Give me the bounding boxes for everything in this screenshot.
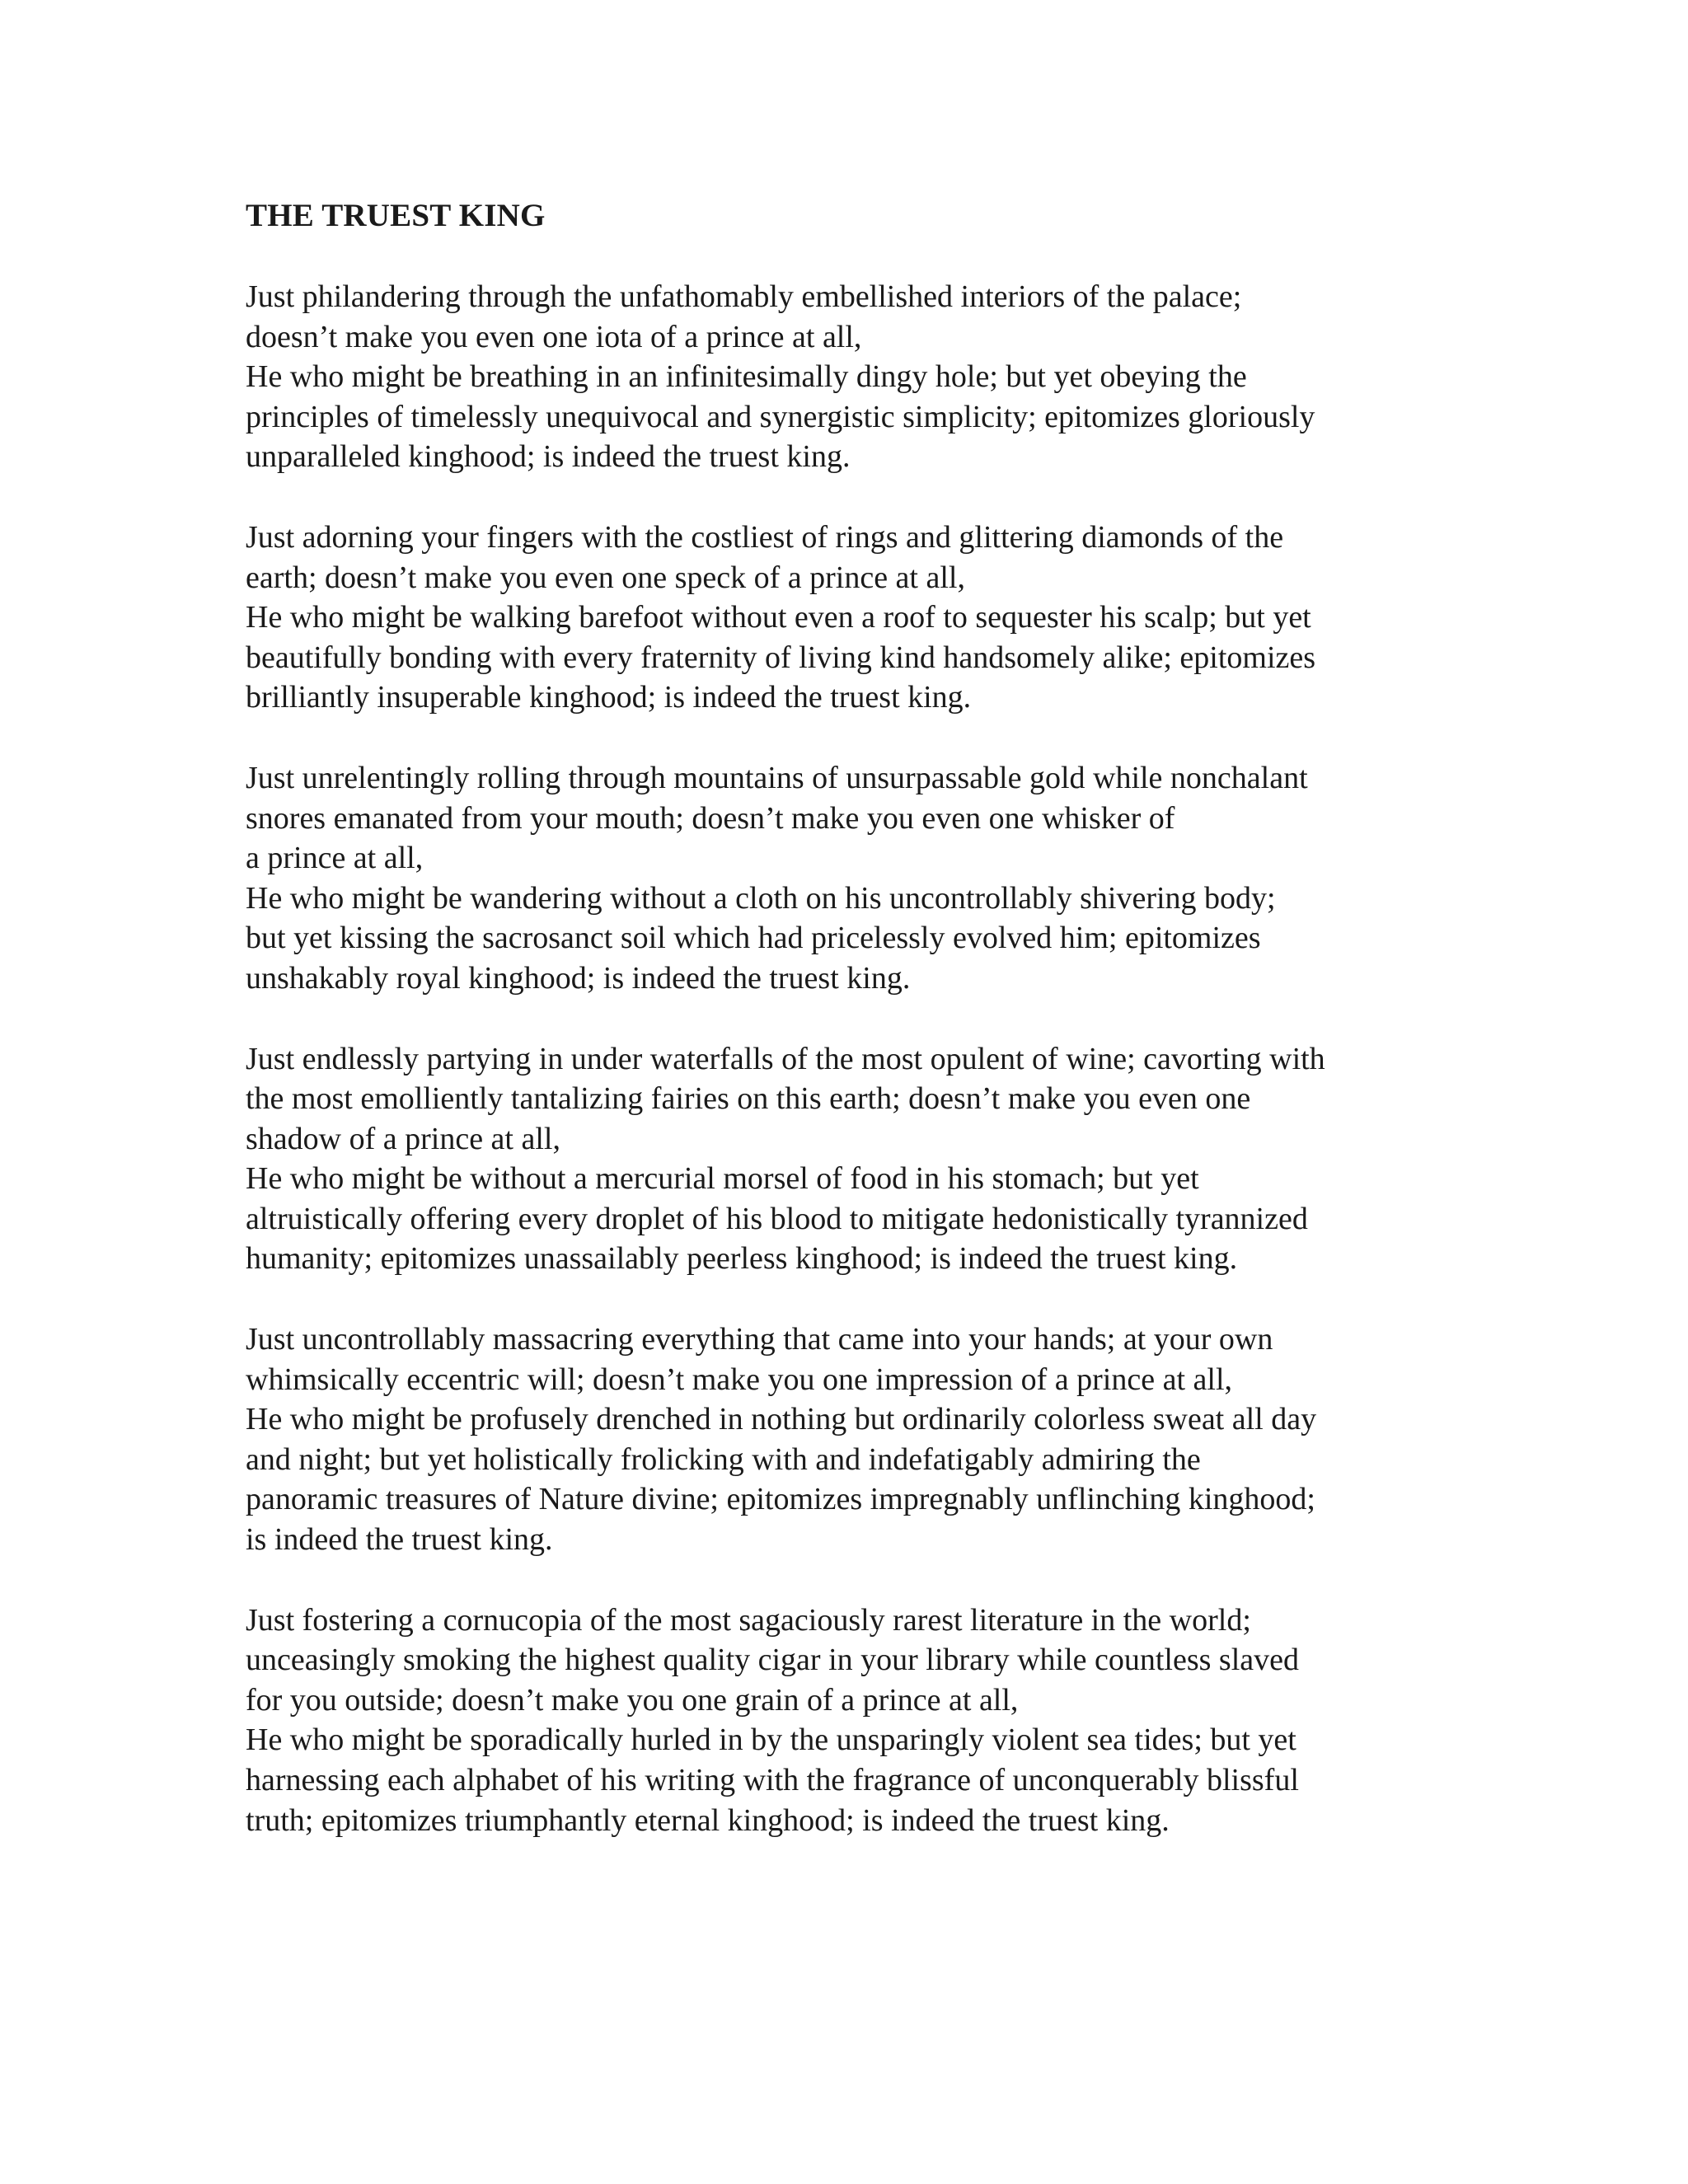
poem-title: THE TRUEST KING xyxy=(246,198,546,233)
poem-line: panoramic treasures of Nature divine; epitomizes impregnably unflinching kinghood; xyxy=(246,1482,1315,1517)
poem-line: whimsically eccentric will; doesn’t make you one impression of a prince at all, xyxy=(246,1361,1232,1397)
stanza-4 xyxy=(246,1039,1465,1280)
poem-line: altruistically offering every droplet of his blood to mitigate hedonistically tyrannized xyxy=(246,1201,1308,1236)
poem-line: He who might be sporadically hurled in by the unsparingly violent sea tides; but yet xyxy=(246,1722,1296,1758)
stanza-3 xyxy=(246,758,1465,999)
stanza-1 xyxy=(246,277,1465,477)
poem-line: He who might be wandering without a cloth on his uncontrollably shivering body; xyxy=(246,880,1276,916)
poem-line: humanity; epitomizes unassailably peerless kinghood; is indeed the truest king. xyxy=(246,1241,1238,1277)
poem-line: a prince at all, xyxy=(246,841,424,876)
poem-line: earth; doesn’t make you even one speck of a prince at all, xyxy=(246,560,965,595)
poem-line: Just endlessly partying in under waterfalls of the most opulent of wine; cavorting with xyxy=(246,1041,1325,1076)
poem-line: Just unrelentingly rolling through mountains of unsurpassable gold while nonchalant xyxy=(246,760,1308,795)
stanza-6 xyxy=(246,1601,1465,1841)
poem-line: brilliantly insuperable kinghood; is indeed the truest king. xyxy=(246,680,972,715)
stanza-5 xyxy=(246,1319,1465,1560)
poem-line: Just fostering a cornucopia of the most sagaciously rarest literature in the world; xyxy=(246,1602,1251,1638)
poem-line: the most emolliently tantalizing fairies on this earth; doesn’t make you even one xyxy=(246,1081,1251,1117)
poem-line: He who might be profusely drenched in nothing but ordinarily colorless sweat all day xyxy=(246,1402,1317,1437)
poem-line: He who might be without a mercurial morsel of food in his stomach; but yet xyxy=(246,1161,1199,1197)
poem-line: snores emanated from your mouth; doesn’t make you even one whisker of xyxy=(246,800,1175,836)
stanza-2 xyxy=(246,518,1465,718)
poem-line: He who might be breathing in an infinitesimally dingy hole; but yet obeying the xyxy=(246,359,1247,395)
poem-line: for you outside; doesn’t make you one grain of a prince at all, xyxy=(246,1682,1019,1718)
poem-line: and night; but yet holistically frolicking with and indefatigably admiring the xyxy=(246,1441,1201,1477)
poem-line: doesn’t make you even one iota of a prince at all, xyxy=(246,319,862,354)
poem-line: truth; epitomizes triumphantly eternal kinghood; is indeed the truest king. xyxy=(246,1802,1170,1838)
poem-line: Just uncontrollably massacring everything that came into your hands; at your own xyxy=(246,1322,1273,1357)
poem-line: Just philandering through the unfathomably embellished interiors of the palace; xyxy=(246,279,1242,314)
poem-line: harnessing each alphabet of his writing with the fragrance of unconquerably blissful xyxy=(246,1763,1299,1797)
poem-line: unshakably royal kinghood; is indeed the truest king. xyxy=(246,960,911,996)
poem-line: is indeed the truest king. xyxy=(246,1522,553,1558)
poem-line: Just adorning your fingers with the costliest of rings and glittering diamonds of the xyxy=(246,519,1284,555)
poem-line: unparalleled kinghood; is indeed the truest king. xyxy=(246,439,851,475)
poem-line: but yet kissing the sacrosanct soil which had pricelessly evolved him; epitomizes xyxy=(246,921,1261,956)
poem-line: shadow of a prince at all, xyxy=(246,1121,560,1156)
poem-line: He who might be walking barefoot without even a roof to sequester his scalp; but yet xyxy=(246,600,1311,635)
poem-body xyxy=(246,196,1465,1881)
poem-line: principles of timelessly unequivocal and synergistic simplicity; epitomizes gloriously xyxy=(246,399,1315,434)
poem-line: unceasingly smoking the highest quality cigar in your library while countless slaved xyxy=(246,1643,1300,1678)
poem-line: beautifully bonding with every fraternity of living kind handsomely alike; epitomizes xyxy=(246,640,1316,675)
